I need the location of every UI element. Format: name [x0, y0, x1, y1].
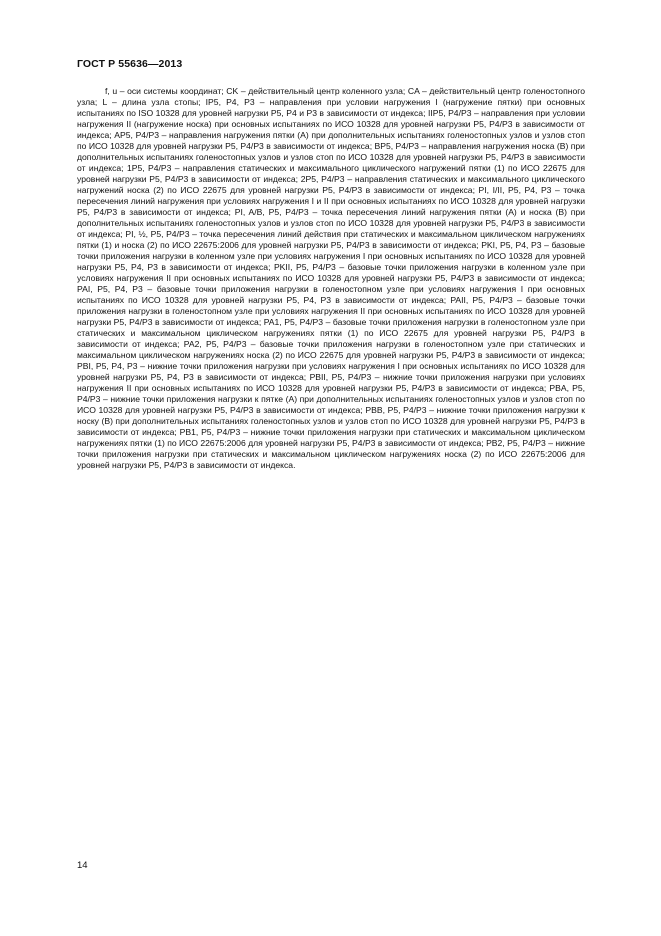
text-run: – направления при условии нагружения I (нагружение пятки) при основных испытаниях по ISO 10328 для уровней нагрузки P5, P4 и P3 в зависимости от индекса; [77, 97, 585, 118]
text-run: L [102, 97, 107, 107]
text-run: PI, I/II, P5, P4, P3 [478, 185, 552, 195]
text-run: – точка пересечения линий нагружения пятки (A) и носка (B) при дополнительных испытаниях голеностопных узлов и узлов стоп по ИСО 10328 для уровней нагрузки P5, P4/P3 в зависимости от индекса; [77, 207, 586, 239]
text-run: – базовые точки приложения нагрузки в коленном узле при условиях нагружения II при основных испытаниях по ИСО 10328 для уровней нагрузки P5, P4/P3 в зависимости от индекса; [77, 262, 585, 283]
text-run: – нижние точки приложения нагрузки к пятке (A) при дополнительных испытаниях голеностопных узлов и узлов стоп по ИСО 10328 для уровней нагрузки P5, P4/P3 в зависимости от индекса; [77, 394, 585, 415]
text-run: PBB, P5, P4/P3 [365, 405, 427, 415]
text-run: CK [226, 86, 239, 96]
text-run: – точка пересечения линий действия при статических и максимальном циклическом нагружениях пятки (1) и носка (2) по ИСО 22675:2006 для уровней нагрузки P5, P4/P3 в зависимости от индекса; [77, 229, 585, 250]
text-run: – нижние точки приложения нагрузки к носку (B) при дополнительных испытаниях голеностопных узлов и узлов стоп по ИСО 10328 для уровней нагрузки P5, P4/P3 в зависимости от индекса; [77, 405, 586, 437]
text-run: f, u – оси системы координат; [105, 86, 227, 96]
text-run: – действительный центр голеностопного узла; [77, 86, 585, 107]
text-run: – точка пересечения линий нагружения при условиях нагружения I и II при основных испытаниях по ИСО 10328 для уровней нагрузки P5, P4/P3 в зависимости от индекса; [77, 185, 585, 217]
text-run: PA1, P5, P4/P3 [263, 317, 324, 327]
text-run: 1P5, P4/P3 [126, 163, 172, 173]
text-run: PBI, P5, P4, P3 [77, 361, 138, 371]
text-run: PBII, P5, P4/P3 [309, 372, 372, 382]
text-run: – базовые точки приложения нагрузки в голеностопном узле при условиях нагружения II при основных испытаниях по ИСО 10328 для уровней нагрузки P5, P4/P3 в зависимости от индекса; [77, 295, 585, 327]
text-run: – нижние точки приложения нагрузки при условиях нагружения I при основных испытаниях по ИСО 10328 для уровней нагрузки P5, P4, P3 в зависимости от индекса; [77, 361, 585, 382]
text-run: – базовые точки приложения нагрузки в коленном узле при условиях нагружения I при основных испытаниях по ИСО 10328 для уровней нагрузки P5, P4, P3 в зависимости от индекса; [77, 240, 585, 272]
text-run: – направления статических и максимального циклического нагружений пятки (1) по ИСО 22675 для уровней нагрузки P5, P4/P3 в зависимости от индекса; [77, 163, 585, 184]
text-run: – длина узла стопы; [106, 97, 206, 107]
text-run: PAI, P5, P4, P3 [77, 284, 143, 294]
text-run: 2P5, P4/P3 [300, 174, 345, 184]
text-run: – действительный центр коленного узла; [238, 86, 408, 96]
text-run: – направления нагружения носка (B) при дополнительных испытаниях голеностопных узлов и узлов стоп по ИСО 10328 для уровней нагрузки P5, P4/P3 в зависимости от индекса; [77, 141, 585, 173]
figure-legend-paragraph [77, 86, 585, 471]
text-run: – направления статических и максимального циклического нагружений носка (2) по ИСО 22675 для уровней нагрузки P5, P4/P3 в зависимости от индекса; [77, 174, 585, 195]
text-run: BP5, P4/P3 [374, 141, 419, 151]
text-run: PKII, P5, P4/P3 [273, 262, 336, 272]
text-run: AP5, P4/P3 [114, 130, 159, 140]
text-run: PAII, P5, P4/P3 [450, 295, 513, 305]
text-run: – нижние точки приложения нагрузки при условиях нагружения II при основных испытаниях по ИСО 10328 для уровней нагрузки P5, P4/P3 в зависимости от индекса; [77, 372, 585, 393]
text-run: – базовые точки приложения нагрузки в голеностопном узле при статических и максимальном циклическом нагружениях пятки (1) по ИСО 22675 для уровней нагрузки P5, P4/P3 в зависимости от индекса; [77, 317, 585, 349]
text-run: CA [407, 86, 420, 96]
text-run: – направления при условии нагружения II (нагружение носка) при основных испытаниях по ИСО 10328 для уровней нагрузки P5, P4/P3 в зависимости от индекса; [77, 108, 585, 140]
text-run: – направления нагружения пятки (A) при дополнительных испытаниях голеностопных узлов и узлов стоп по ИСО 10328 для уровней нагрузки P5, P4/P3 в зависимости от индекса; [77, 130, 585, 151]
text-run: – базовые точки приложения нагрузки в голеностопном узле при условиях нагружения I при основных испытаниях по ИСО 10328 для уровней нагрузки P5, P4, P3 в зависимости от индекса; [77, 284, 586, 305]
text-run: PB1, P5, P4/P3 [179, 427, 241, 437]
text-run: – базовые точки приложения нагрузки в голеностопном узле при статических и максимальном циклическом нагружениях носка (2) по ИСО 22675 для уровней нагрузки P5, P4/P3 в зависимости от индекса; [77, 339, 585, 360]
text-run: – нижние точки приложения нагрузки при статических и максимальном циклическом нагружениях носка (2) по ИСО 22675:2006 для уровней нагрузки P5, P4/P3 в зависимости от индекса. [77, 438, 585, 470]
text-run: PA2, P5, P4/P3 [183, 339, 247, 349]
text-run: – нижние точки приложения нагрузки при статических и максимальном циклическом нагружениях пятки (1) по ИСО 22675:2006 для уровней нагрузки P5, P4/P3 в зависимости от индекса; [77, 427, 586, 448]
text-run: PB2, P5, P4/P3 [486, 438, 546, 448]
page-number: 14 [77, 860, 88, 871]
text-run: IIP5, P4/P3 [427, 108, 472, 118]
document-header: ГОСТ Р 55636—2013 [77, 58, 183, 70]
text-run: PI, A/B, P5, P4/P3 [234, 207, 309, 217]
text-run: PI, ½, P5, P4/P3 [125, 229, 190, 239]
text-run: PKI, P5, P4, P3 [481, 240, 542, 250]
text-run: IP5, P4, P3 [205, 97, 255, 107]
text-run: PBA, P5, P4/P3 [77, 383, 585, 404]
